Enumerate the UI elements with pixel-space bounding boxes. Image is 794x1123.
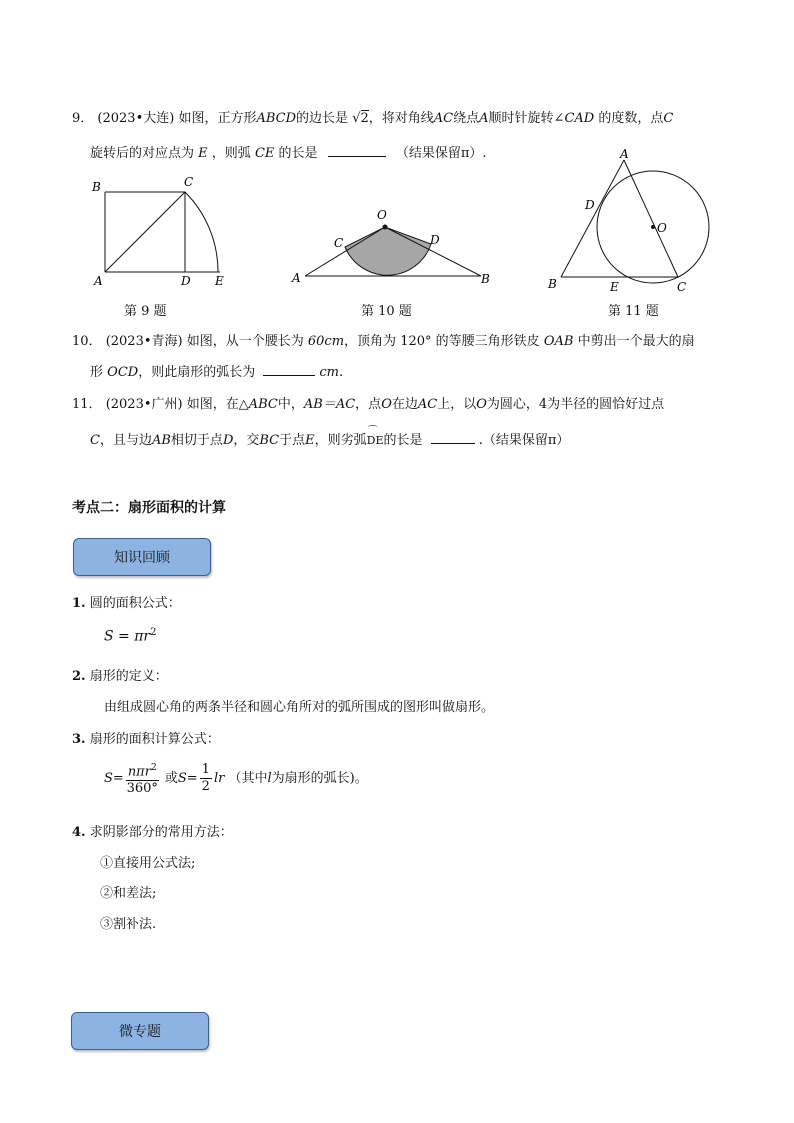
q11-text: 的长是 bbox=[383, 433, 423, 448]
question-10-line2 bbox=[90, 364, 343, 382]
formula-fraction bbox=[200, 762, 212, 795]
q9-text: 的边长是 bbox=[296, 111, 349, 126]
q11-var: D bbox=[222, 433, 234, 448]
q9-var: ABCD bbox=[256, 111, 297, 126]
item-title: 扇形的定义： bbox=[89, 669, 168, 684]
answer-blank[interactable] bbox=[328, 145, 386, 157]
q9-text: （结果保留π）. bbox=[395, 146, 487, 161]
q10-text: ，顶角为 bbox=[344, 334, 397, 349]
figure-11-caption: 第 11 题 bbox=[608, 304, 659, 319]
figure-9 bbox=[85, 168, 245, 293]
formula-expr: lr bbox=[213, 771, 225, 787]
q9-text: 旋转后的对应点为 bbox=[90, 146, 195, 161]
formula-op: = bbox=[186, 771, 198, 787]
item-number: 3. bbox=[72, 732, 86, 747]
fig9-label: E bbox=[215, 274, 224, 288]
q11-var: C bbox=[90, 433, 100, 448]
fig9-label: A bbox=[94, 274, 103, 288]
item-title: 圆的面积公式： bbox=[89, 596, 181, 611]
q11-text: 上，以 bbox=[437, 397, 477, 412]
fig9-diagonal bbox=[105, 192, 185, 272]
q11-text: ，则劣弧 bbox=[314, 433, 367, 448]
q11-text: 中， bbox=[277, 397, 304, 412]
q11-text: 为圆心，4为半径的圆恰好过点 bbox=[486, 397, 665, 412]
q9-text: 顺时针旋转∠ bbox=[488, 111, 565, 126]
q9-number: 9． bbox=[72, 111, 94, 126]
q11-var: O bbox=[476, 397, 487, 412]
q10-text: 如图，从一个腰长为 bbox=[186, 334, 304, 349]
arc-mark-icon: ⌒ bbox=[367, 426, 378, 437]
q10-var: 120° bbox=[400, 334, 432, 349]
q9-text: 如图，正方形 bbox=[178, 111, 257, 126]
fig11-label: C bbox=[677, 280, 687, 294]
micro-topic-button[interactable]: 微专题 bbox=[71, 1012, 209, 1050]
fig9-label: C bbox=[184, 175, 194, 189]
formula-note: （其中 bbox=[228, 771, 268, 787]
q10-text: . bbox=[338, 365, 344, 380]
q9-source: (2023•大连) bbox=[97, 111, 175, 126]
q11-var: BC bbox=[259, 433, 280, 448]
q11-var: AC bbox=[417, 397, 438, 412]
arc-notation bbox=[366, 426, 384, 450]
q9-text: 绕点 bbox=[453, 111, 480, 126]
q10-var: OAB bbox=[543, 334, 574, 349]
answer-blank[interactable] bbox=[263, 364, 315, 376]
question-10-line1 bbox=[72, 333, 695, 351]
q11-text: .（结果保留π） bbox=[478, 433, 570, 448]
sqrt-value: 2 bbox=[360, 111, 369, 126]
q11-text: ，交 bbox=[233, 433, 260, 448]
q10-text: 形 bbox=[90, 365, 104, 380]
q11-var: O bbox=[381, 397, 392, 412]
circle-area-formula bbox=[104, 627, 157, 645]
fraction-numerator: nπr bbox=[127, 764, 151, 780]
item-1 bbox=[72, 592, 181, 611]
formula-expr: πr bbox=[134, 628, 151, 645]
item-3 bbox=[72, 728, 220, 747]
sector-definition: 由组成圆心角的两条半径和圆心角所对的弧所围成的图形叫做扇形。 bbox=[104, 700, 495, 715]
fraction-numerator: 1 bbox=[201, 762, 210, 778]
q11-text: ，且与边 bbox=[99, 433, 152, 448]
question-11-line2 bbox=[90, 426, 570, 450]
item-2 bbox=[72, 665, 168, 684]
item-4 bbox=[72, 821, 233, 840]
formula-var: S bbox=[104, 771, 113, 787]
item-number: 1. bbox=[72, 596, 86, 611]
figure-10-caption: 第 10 题 bbox=[361, 304, 412, 319]
q10-text: ，则此扇形的弧长为 bbox=[138, 365, 256, 380]
fraction-denominator: 2 bbox=[201, 779, 210, 795]
formula-or: 或 bbox=[164, 771, 178, 787]
method-2: ②和差法; bbox=[100, 886, 157, 901]
fig11-center-point bbox=[651, 225, 655, 229]
q10-var: 60cm bbox=[307, 334, 345, 349]
q9-var: CAD bbox=[564, 111, 595, 126]
item-number: 2. bbox=[72, 669, 86, 684]
formula-exponent: 2 bbox=[150, 763, 157, 773]
fig11-label: B bbox=[548, 277, 557, 291]
question-9-line1 bbox=[72, 110, 673, 128]
q11-text: 在边 bbox=[391, 397, 418, 412]
formula-var: l bbox=[267, 771, 272, 787]
item-number: 4. bbox=[72, 825, 86, 840]
formula-exponent: 2 bbox=[150, 627, 157, 638]
q11-text: ，点 bbox=[355, 397, 382, 412]
q9-text: 的度数，点 bbox=[598, 111, 664, 126]
q11-text: 于点 bbox=[279, 433, 306, 448]
sqrt-symbol: √2 bbox=[352, 111, 369, 126]
question-9-line2 bbox=[90, 145, 487, 163]
figure-9-caption: 第 9 题 bbox=[124, 304, 167, 319]
q9-var: CE bbox=[254, 146, 275, 161]
q11-source: (2023•广州) bbox=[105, 397, 183, 412]
q11-text: 相切于点 bbox=[170, 433, 223, 448]
q9-text: ，则弧 bbox=[211, 146, 251, 161]
q10-unit: cm bbox=[319, 365, 339, 380]
q9-var: AC bbox=[433, 111, 454, 126]
q9-var: E bbox=[198, 146, 208, 161]
q11-text: 如图，在△ bbox=[186, 397, 249, 412]
fig9-arc bbox=[185, 192, 218, 272]
question-11-line1 bbox=[72, 396, 664, 414]
formula-fraction bbox=[126, 760, 159, 797]
q11-number: 11． bbox=[72, 397, 102, 412]
formula-var: S bbox=[177, 771, 187, 787]
q11-var: ABC bbox=[248, 397, 278, 412]
item-title: 扇形的面积计算公式： bbox=[89, 732, 220, 747]
sector-area-formula bbox=[104, 760, 368, 797]
q10-text: 的等腰三角形铁皮 bbox=[435, 334, 540, 349]
fig11-edge bbox=[561, 160, 624, 277]
formula-op: = bbox=[112, 771, 124, 787]
knowledge-review-button[interactable]: 知识回顾 bbox=[73, 538, 211, 576]
fig10-label: O bbox=[377, 208, 387, 222]
q10-var: OCD bbox=[107, 365, 139, 380]
formula-op: = bbox=[118, 628, 130, 645]
q10-text: 中剪出一个最大的扇 bbox=[577, 334, 695, 349]
fig10-shaded-sector bbox=[345, 227, 431, 275]
fig9-label: B bbox=[92, 180, 101, 194]
q11-arc-label: DE bbox=[366, 434, 384, 447]
method-3: ③割补法. bbox=[100, 917, 157, 932]
fraction-denominator: 360° bbox=[126, 781, 158, 797]
fig11-label: O bbox=[657, 221, 667, 235]
fig9-label: D bbox=[181, 274, 191, 288]
item-title: 求阴影部分的常用方法： bbox=[89, 825, 233, 840]
formula-note: 为扇形的弧长)。 bbox=[271, 771, 368, 787]
fig11-label: D bbox=[585, 198, 595, 212]
fig10-label: A bbox=[292, 271, 301, 285]
fig11-label: E bbox=[610, 280, 619, 294]
q11-var: E bbox=[305, 433, 315, 448]
q11-var: AB＝AC bbox=[303, 397, 356, 412]
fig11-label: A bbox=[620, 147, 629, 161]
figure-11 bbox=[540, 146, 715, 296]
section-title: 考点二：扇形面积的计算 bbox=[72, 500, 226, 516]
q9-text: ，将对角线 bbox=[368, 111, 434, 126]
q9-var: C bbox=[663, 111, 674, 126]
q9-text: 的长是 bbox=[278, 146, 318, 161]
q11-var: AB bbox=[151, 433, 171, 448]
fig10-label: B bbox=[481, 272, 490, 286]
fig10-center-point bbox=[383, 225, 388, 230]
method-1: ①直接用公式法; bbox=[100, 856, 196, 871]
figure-10 bbox=[288, 206, 498, 291]
fig10-label: D bbox=[430, 233, 440, 247]
fig11-edge bbox=[624, 160, 678, 277]
formula-var: S bbox=[104, 628, 114, 645]
fig10-label: C bbox=[334, 236, 344, 250]
answer-blank[interactable] bbox=[431, 432, 475, 444]
q10-source: (2023•青海) bbox=[105, 334, 183, 349]
q9-var: A bbox=[479, 111, 489, 126]
q10-number: 10． bbox=[72, 334, 102, 349]
